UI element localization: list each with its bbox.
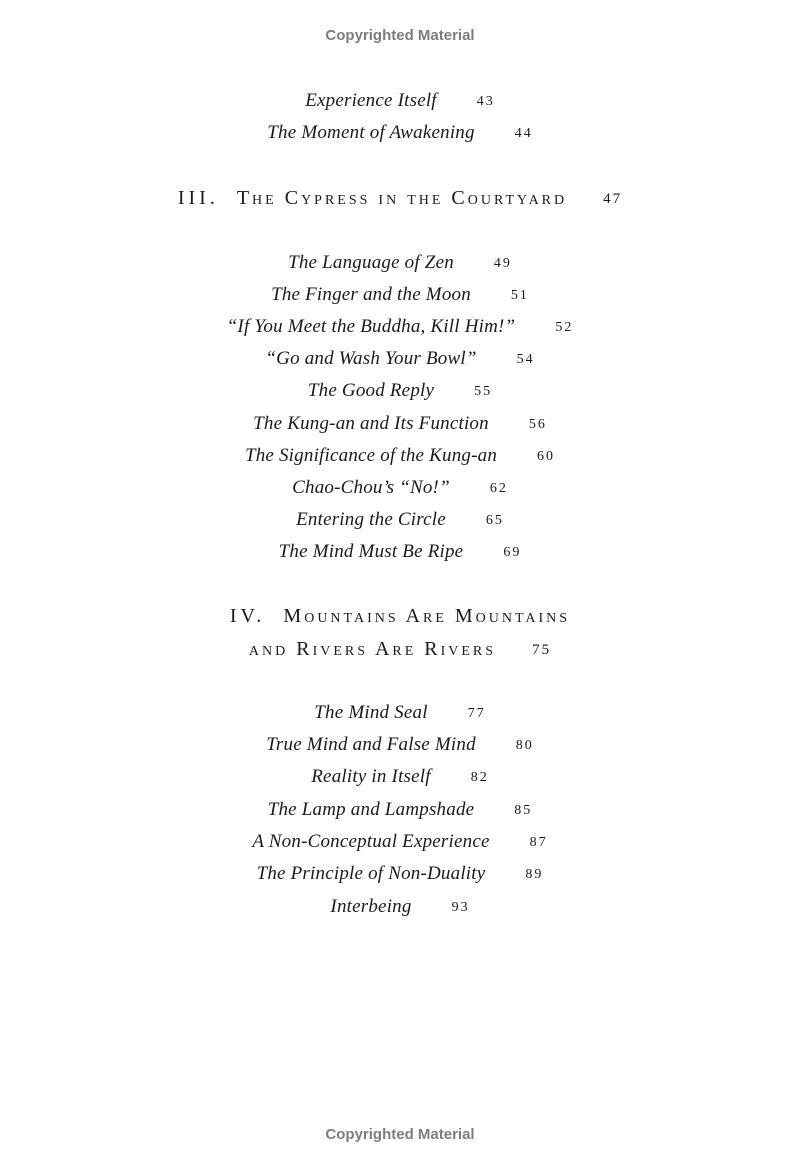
toc-entry[interactable] [0, 413, 800, 435]
toc-entry-title: “Go and Wash Your Bowl” [265, 348, 477, 369]
chapter-page: 75 [532, 642, 552, 658]
toc-entry[interactable] [0, 863, 800, 885]
toc-entry-title: “If You Meet the Buddha, Kill Him!” [226, 316, 516, 337]
toc-entry-title: The Finger and the Moon [271, 284, 471, 305]
toc-entry-title: Interbeing [330, 896, 412, 917]
toc-entry-title: Entering the Circle [296, 509, 446, 530]
copyright-watermark-top: Copyrighted Material [325, 27, 475, 44]
toc-entry[interactable] [0, 348, 800, 370]
toc-entry-page: 80 [515, 738, 534, 753]
toc-entry-page: 85 [514, 803, 533, 818]
toc-entry-page: 51 [510, 288, 529, 303]
toc-entry[interactable] [0, 509, 800, 531]
toc-entry[interactable] [0, 284, 800, 306]
toc-entry-title: The Mind Must Be Ripe [278, 541, 464, 562]
toc-entry-page: 60 [537, 449, 556, 464]
toc-entry-page: 55 [474, 384, 493, 399]
toc-entry-page: 89 [525, 867, 544, 882]
toc-entry-title: True Mind and False Mind [266, 734, 476, 755]
toc-entry-title: The Principle of Non-Duality [256, 863, 486, 884]
toc-entry-title: The Good Reply [307, 380, 435, 401]
toc-entry[interactable] [0, 477, 800, 499]
toc-entry[interactable] [0, 831, 800, 853]
toc-entry[interactable] [0, 541, 800, 563]
toc-entry[interactable] [0, 316, 800, 338]
toc-entry[interactable] [0, 799, 800, 821]
toc-entry-title: The Kung-an and Its Function [253, 413, 489, 434]
toc-entry-page: 62 [489, 481, 508, 496]
chapter-title-line2: and Rivers Are Rivers [248, 638, 497, 660]
toc-entry-title: Experience Itself [305, 90, 437, 111]
toc-entry[interactable] [0, 766, 800, 788]
toc-entry-title: A Non-Conceptual Experience [252, 831, 490, 852]
toc-entry-page: 77 [467, 706, 486, 721]
toc-entry-title: Chao-Chou’s “No!” [292, 477, 450, 498]
toc-entry-page: 54 [516, 352, 535, 367]
toc-entry-page: 69 [503, 545, 522, 560]
toc-entry[interactable] [0, 896, 800, 918]
toc-entry-title: The Significance of the Kung-an [244, 445, 498, 466]
chapter-heading-4-line1[interactable] [0, 605, 800, 628]
toc-entry-page: 82 [470, 770, 489, 785]
toc-entry[interactable] [0, 122, 800, 144]
toc-entry-title: The Language of Zen [288, 252, 454, 273]
toc-entry[interactable] [0, 734, 800, 756]
toc-entry[interactable] [0, 380, 800, 402]
toc-entry-page: 43 [476, 94, 495, 109]
chapter-heading-3[interactable] [0, 187, 800, 210]
toc-entry-page: 56 [528, 417, 547, 432]
copyright-watermark-bottom: Copyrighted Material [325, 1126, 475, 1143]
toc-entry-title: The Mind Seal [314, 702, 428, 723]
toc-entry[interactable] [0, 702, 800, 724]
toc-entry-page: 93 [451, 900, 470, 915]
toc-entry-title: The Moment of Awakening [267, 122, 475, 143]
chapter-numeral: III. [177, 187, 219, 209]
toc-entry-title: Reality in Itself [311, 766, 431, 787]
toc-entry[interactable] [0, 445, 800, 467]
chapter-title: The Cypress in the Courtyard [236, 187, 568, 209]
chapter-numeral: IV. [229, 605, 266, 627]
toc-entry[interactable] [0, 90, 800, 112]
toc-entry-page: 65 [485, 513, 504, 528]
toc-entry-page: 52 [555, 320, 574, 335]
chapter-page: 47 [603, 191, 623, 207]
toc-entry-page: 49 [493, 256, 512, 271]
toc-entry-page: 87 [529, 835, 548, 850]
chapter-title-line1: Mountains Are Mountains [283, 605, 571, 627]
toc-entry-title: The Lamp and Lampshade [267, 799, 475, 820]
toc-entry-page: 44 [514, 126, 533, 141]
chapter-heading-4-line2[interactable] [0, 638, 800, 661]
toc-entry[interactable] [0, 252, 800, 274]
